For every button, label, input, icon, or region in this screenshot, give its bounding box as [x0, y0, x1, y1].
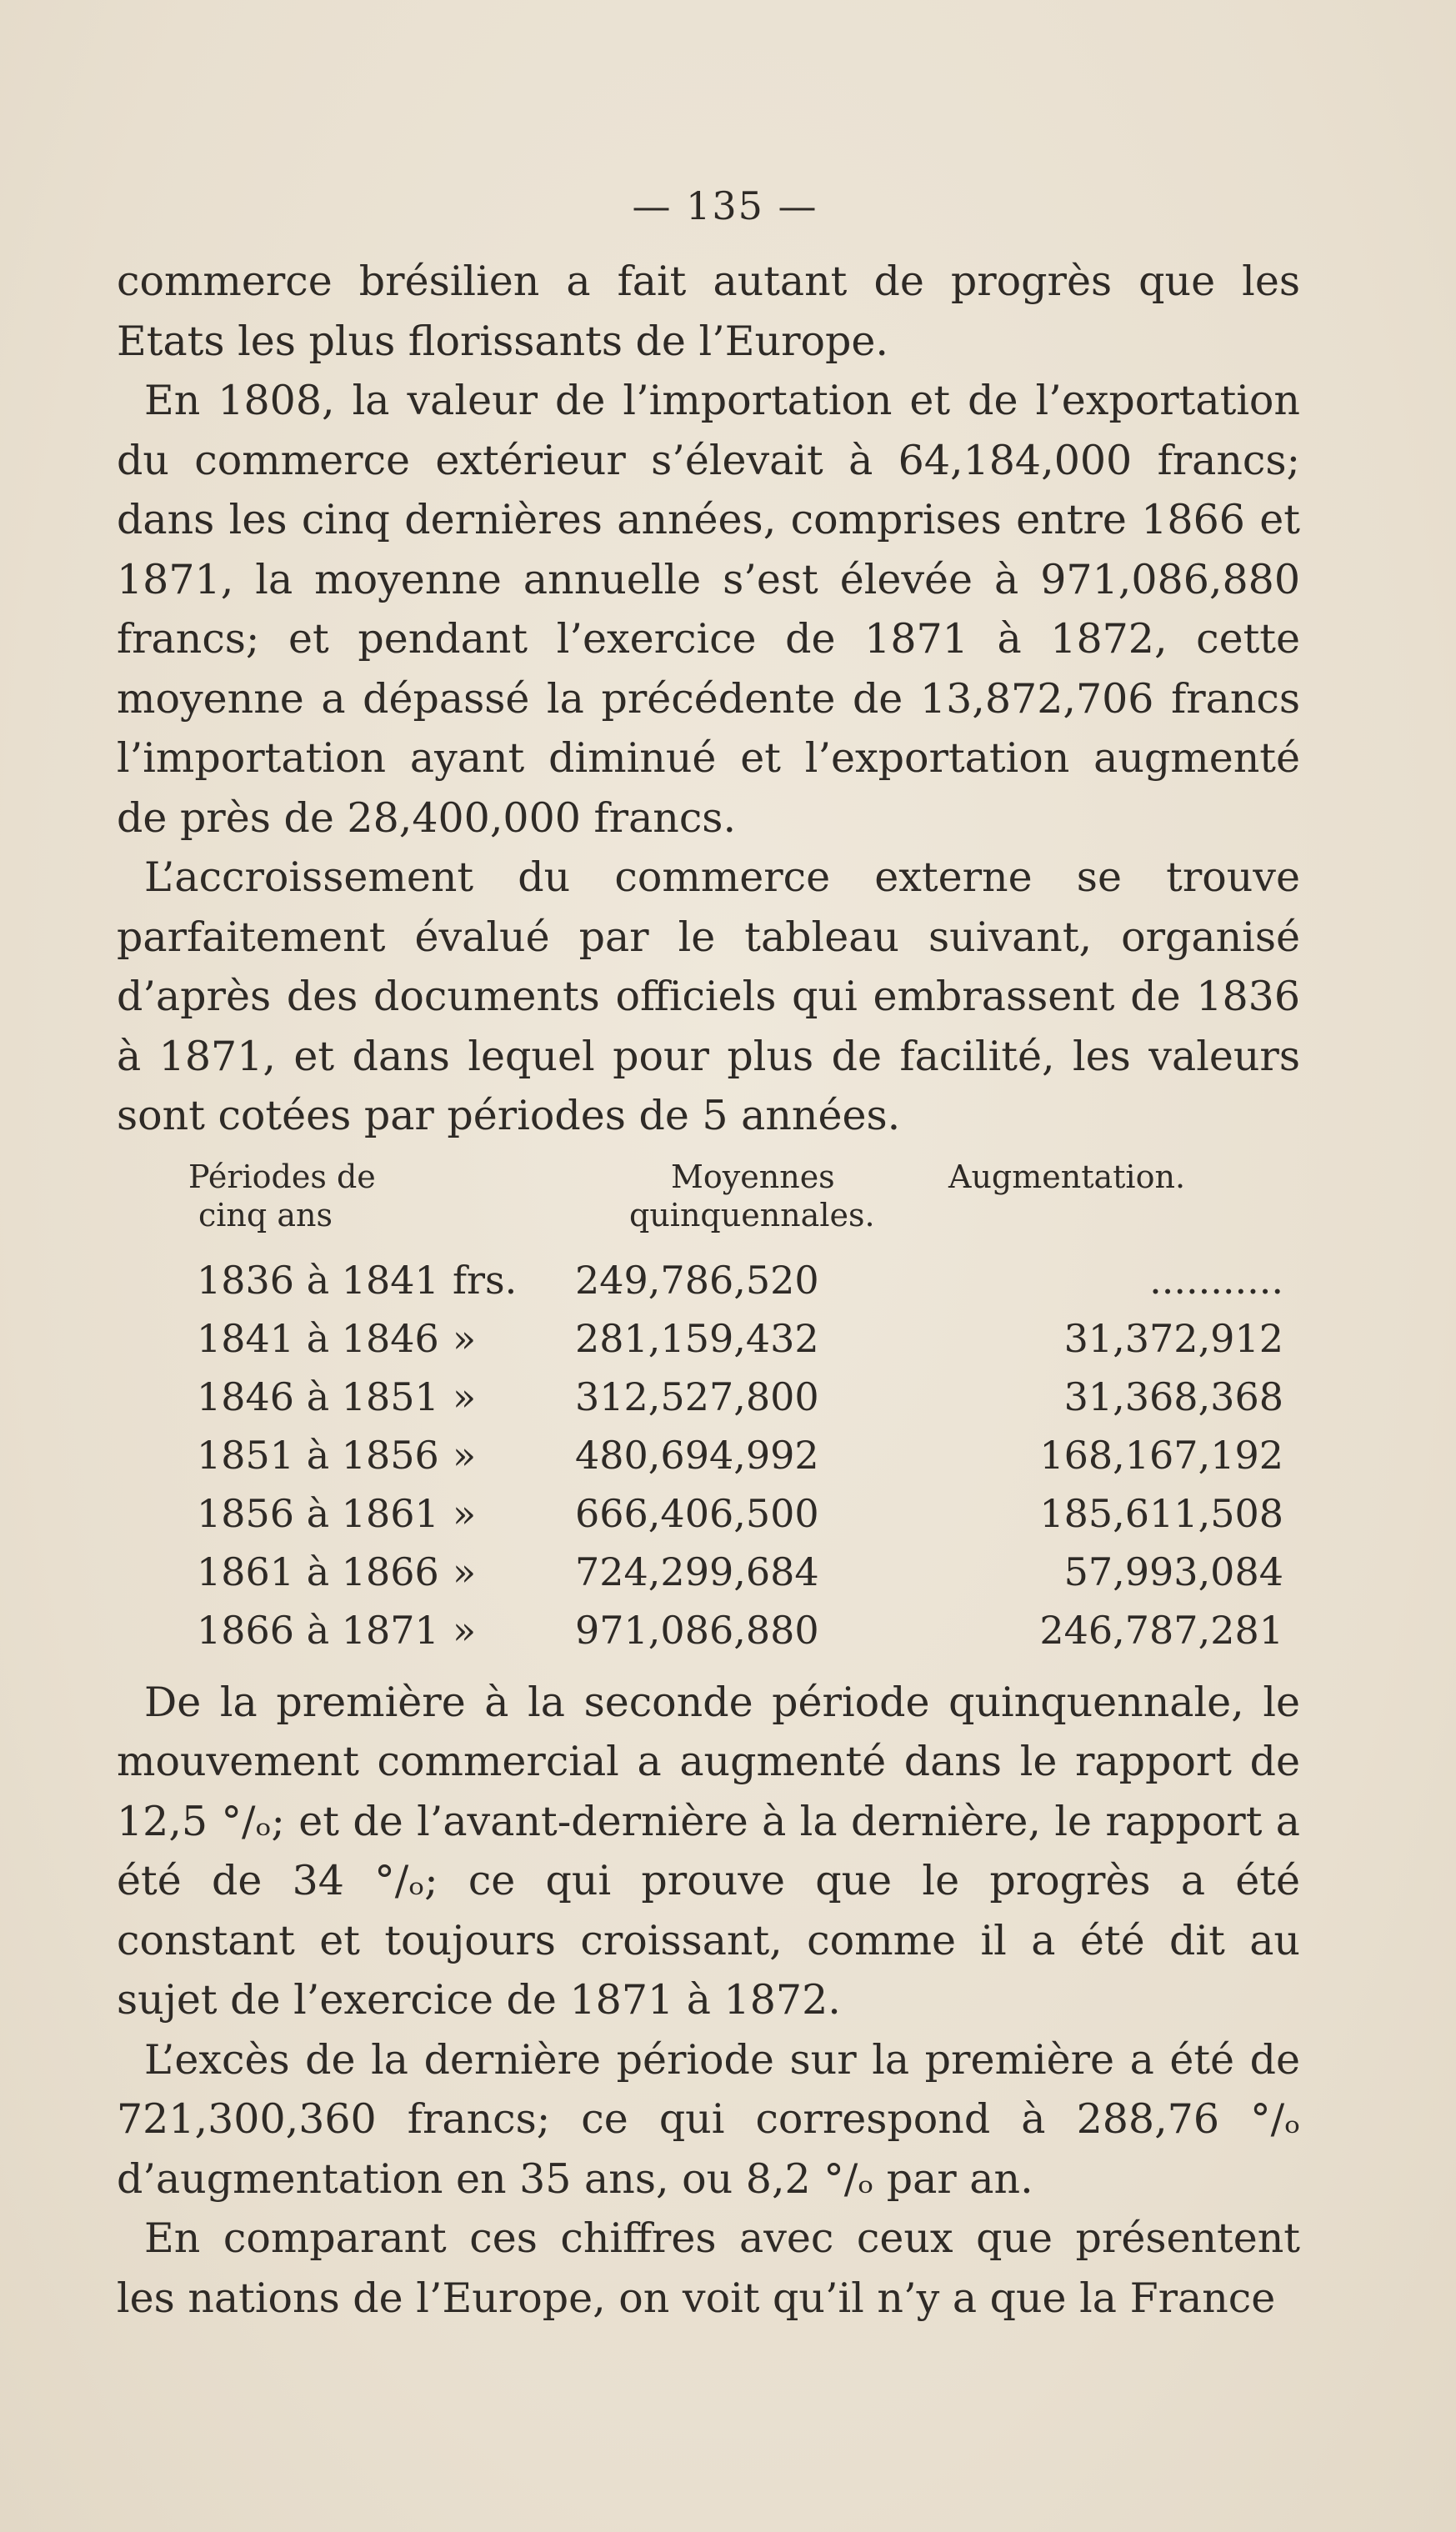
- paragraph-continuation: commerce brésilien a fait autant de progrès que les Etats les plus florissants de l’Europe.: [117, 258, 1300, 365]
- book-page: [117, 183, 1300, 2328]
- paragraph-1808-trade: En 1808, la valeur de l’importation et de l’exportation du commerce extérieur s’élevait à 64,184,000 francs; dans les cinq dernières années, comprises entre 1866 et 1871, la moyenne annuelle s’est élevée à 971,086,880 francs; et pendant l’exercice de 1871 à 1872, cette moyenne a dépassé la précédente de 13,872,706 francs l’importation ayant diminué et l’exportation augmenté de près de 28,400,000 francs.: [117, 377, 1300, 842]
- paragraph-growth-ratio: De la première à la seconde période quinquennale, le mouvement commercial a augmenté dans le rapport de 12,5 °/ₒ; et de l’avant-dernière à la dernière, le rapport a été de 34 °/ₒ; ce qui prouve que le progrès a été constant et toujours croissant, comme il a été dit au sujet de l’exercice de 1871 à 1872.: [117, 1678, 1300, 2024]
- header-increase: [933, 1158, 1300, 1234]
- row-currency: »: [453, 1374, 477, 1419]
- paragraph-excess: L’excès de la dernière période sur la première a été de 721,300,360 francs; ce qui correspond à 288,76 °/ₒ d’augmentation en 35 ans, ou 8,2 °/ₒ par an.: [117, 2035, 1300, 2203]
- row-average: 249,786,520: [575, 1257, 819, 1303]
- header-period: [117, 1158, 550, 1234]
- row-period: 1841 à 1846: [197, 1315, 439, 1361]
- table-row: [117, 1484, 1300, 1543]
- header-increase-label: Augmentation.: [948, 1158, 1186, 1195]
- row-currency: »: [453, 1549, 477, 1594]
- header-average-line1: Moyennes: [671, 1158, 835, 1195]
- row-average: 724,299,684: [575, 1549, 819, 1594]
- row-period: 1836 à 1841: [197, 1257, 439, 1303]
- row-period: 1866 à 1871: [197, 1607, 439, 1653]
- row-average: 666,406,500: [575, 1490, 819, 1536]
- row-period: 1861 à 1866: [197, 1549, 439, 1594]
- row-increase: 31,368,368: [1063, 1374, 1283, 1419]
- table-row: [117, 1426, 1300, 1484]
- row-currency: »: [453, 1432, 477, 1478]
- table-row: [117, 1309, 1300, 1368]
- header-period-line1: Périodes de: [188, 1158, 376, 1195]
- row-increase: 57,993,084: [1063, 1549, 1283, 1594]
- row-increase: 31,372,912: [1063, 1315, 1283, 1361]
- table-row: [117, 1251, 1300, 1309]
- header-period-line2: cinq ans: [198, 1196, 333, 1233]
- row-currency: frs.: [453, 1257, 518, 1303]
- body-text-after: [117, 1673, 1300, 2329]
- row-average: 312,527,800: [575, 1374, 819, 1419]
- header-average-line2: quinquennales.: [629, 1196, 875, 1233]
- row-increase: 168,167,192: [1039, 1432, 1283, 1478]
- row-increase: ...........: [1149, 1257, 1283, 1303]
- row-period: 1846 à 1851: [197, 1374, 439, 1419]
- row-average: 480,694,992: [575, 1432, 819, 1478]
- body-text-before: [117, 252, 1300, 1146]
- header-average: [550, 1158, 933, 1234]
- paragraph-comparison: En comparant ces chiffres avec ceux que présentent les nations de l’Europe, on voit qu’il n’y a que la France: [117, 2214, 1300, 2322]
- paragraph-table-intro: L’accroissement du commerce externe se trouve parfaitement évalué par le tableau suivant, organisé d’après des documents officiels qui embrassent de 1836 à 1871, et dans lequel pour plus de facilité, les valeurs sont cotées par périodes de 5 années.: [117, 853, 1300, 1139]
- trade-table: [117, 1158, 1300, 1659]
- table-row: [117, 1543, 1300, 1601]
- table-row: [117, 1368, 1300, 1426]
- table-header: [117, 1158, 1300, 1234]
- row-average: 971,086,880: [575, 1607, 819, 1653]
- row-increase: 246,787,281: [1039, 1607, 1283, 1653]
- row-currency: »: [453, 1315, 477, 1361]
- row-period: 1856 à 1861: [197, 1490, 439, 1536]
- row-currency: »: [453, 1490, 477, 1536]
- row-average: 281,159,432: [575, 1315, 819, 1361]
- page-number: — 135 —: [632, 183, 818, 228]
- row-increase: 185,611,508: [1039, 1490, 1283, 1536]
- row-currency: »: [453, 1607, 477, 1653]
- row-period: 1851 à 1856: [197, 1432, 439, 1478]
- table-row: [117, 1601, 1300, 1659]
